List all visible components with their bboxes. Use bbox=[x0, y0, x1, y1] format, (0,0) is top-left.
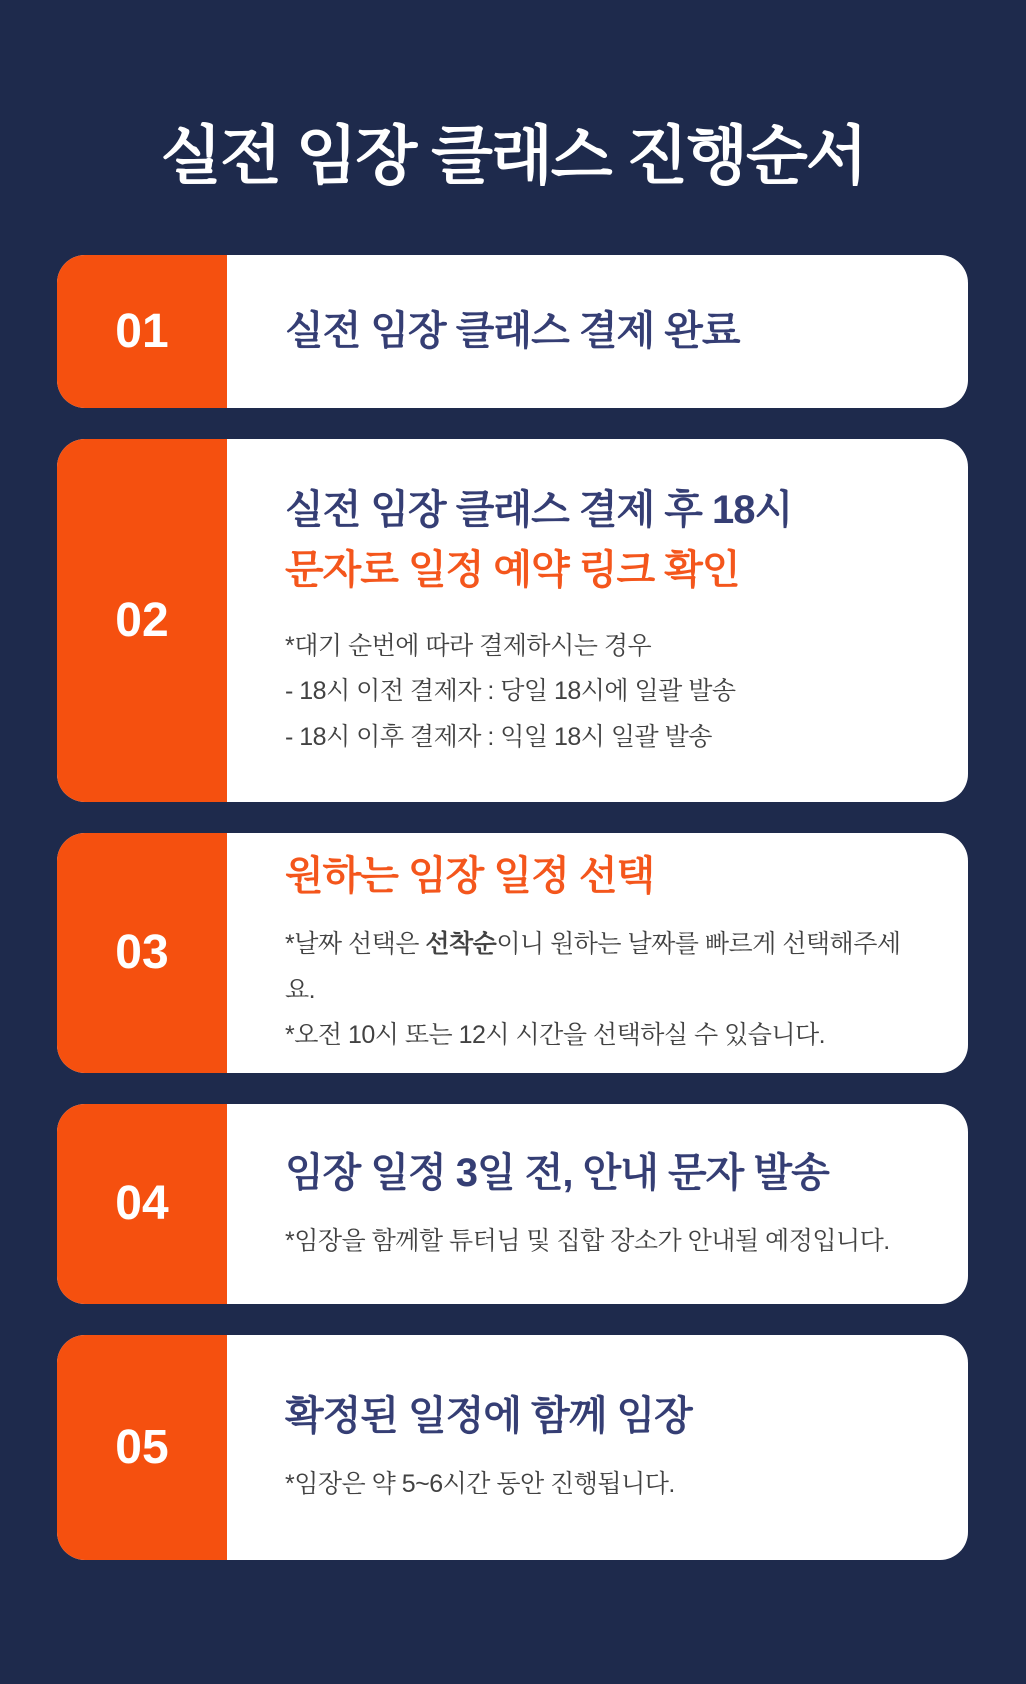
step-title bbox=[285, 1386, 928, 1446]
step-details bbox=[285, 922, 928, 1059]
step-title-line: 실전 임장 클래스 결제 후 18시 bbox=[285, 487, 793, 532]
step-title bbox=[285, 480, 928, 600]
step-card bbox=[57, 1104, 968, 1304]
step-detail-line: - 18시 이후 결제자 : 익일 18시 일괄 발송 bbox=[285, 722, 712, 751]
step-title-line: 확정된 일정에 함께 임장 bbox=[285, 1394, 692, 1439]
step-title-line: 실전 임장 클래스 결제 완료 bbox=[285, 309, 740, 354]
step-content bbox=[227, 1335, 968, 1560]
step-number-tab bbox=[57, 1335, 227, 1560]
step-detail-line: *오전 10시 또는 12시 시간을 선택하실 수 있습니다. bbox=[285, 1021, 826, 1050]
step-number-tab bbox=[57, 833, 227, 1073]
step-content bbox=[227, 1104, 968, 1304]
step-title-line: 임장 일정 3일 전, 안내 문자 발송 bbox=[285, 1150, 829, 1195]
step-title bbox=[285, 846, 928, 906]
step-number-tab bbox=[57, 439, 227, 802]
step-title-line: 원하는 임장 일정 선택 bbox=[285, 854, 655, 899]
page-title: 실전 임장 클래스 진행순서 bbox=[160, 120, 866, 192]
step-number: 04 bbox=[115, 1177, 169, 1231]
step-details bbox=[285, 1219, 928, 1265]
step-content bbox=[227, 255, 968, 408]
step-title bbox=[285, 1143, 928, 1203]
step-card bbox=[57, 833, 968, 1073]
step-number: 01 bbox=[115, 304, 169, 358]
step-content bbox=[227, 833, 968, 1073]
step-card bbox=[57, 255, 968, 408]
step-card bbox=[57, 439, 968, 802]
step-details bbox=[285, 624, 928, 761]
step-detail-line: *임장을 함께할 튜터님 및 집합 장소가 안내될 예정입니다. bbox=[285, 1226, 890, 1255]
steps-list bbox=[57, 255, 968, 1560]
step-number: 05 bbox=[115, 1420, 169, 1474]
step-card bbox=[57, 1335, 968, 1560]
step-number: 03 bbox=[115, 926, 169, 980]
step-title-line: 문자로 일정 예약 링크 확인 bbox=[285, 547, 740, 592]
step-content bbox=[227, 439, 968, 802]
step-detail-line: - 18시 이전 결제자 : 당일 18시에 일괄 발송 bbox=[285, 677, 736, 706]
step-details bbox=[285, 1462, 928, 1508]
step-detail-line: *날짜 선택은 선착순이니 원하는 날짜를 빠르게 선택해주세요. bbox=[285, 930, 901, 1004]
step-number-tab bbox=[57, 1104, 227, 1304]
step-detail-line: *대기 순번에 따라 결제하시는 경우 bbox=[285, 631, 652, 660]
step-detail-line: *임장은 약 5~6시간 동안 진행됩니다. bbox=[285, 1470, 675, 1499]
step-title bbox=[285, 301, 928, 361]
step-number-tab bbox=[57, 255, 227, 408]
step-number: 02 bbox=[115, 593, 169, 647]
